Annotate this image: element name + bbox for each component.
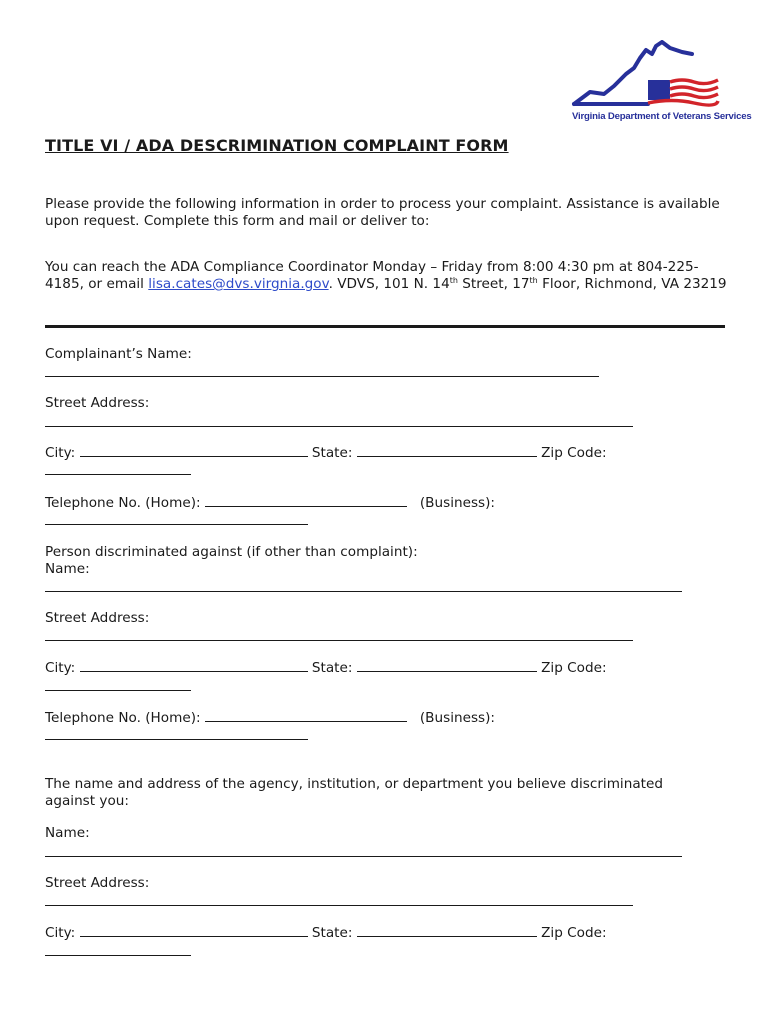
contact-address-part: . VDVS, 101 N. 14 — [328, 276, 450, 292]
person-business-phone-field[interactable] — [45, 739, 308, 740]
state-field[interactable] — [357, 444, 537, 457]
superscript-th-1: th — [449, 276, 458, 285]
section-divider — [45, 325, 725, 328]
person-zip-code-field[interactable] — [45, 690, 191, 691]
person-state-field[interactable] — [357, 659, 537, 672]
street-address-label: Street Address: — [45, 395, 150, 411]
person-name-label: Name: — [45, 561, 90, 577]
intro-paragraph: Please provide the following information in order to process your complaint. Assistance is available upon request. Complete this form and mail or deliver to: — [45, 196, 720, 229]
agency-question: The name and address of the agency, institution, or department you believe discriminated against you: — [45, 776, 663, 809]
agency-zip-label: Zip Code: — [541, 925, 607, 941]
telephone-home-field[interactable] — [205, 494, 407, 507]
agency-state-field[interactable] — [357, 924, 537, 937]
person-city-field[interactable] — [80, 659, 308, 672]
agency-city-row — [45, 924, 607, 942]
zip-code-field[interactable] — [45, 474, 191, 475]
form-title: TITLE VI / ADA DESCRIMINATION COMPLAINT FORM — [45, 136, 509, 155]
telephone-row — [45, 494, 495, 512]
contact-paragraph — [45, 259, 735, 293]
city-row — [45, 444, 607, 462]
agency-name-label: Name: — [45, 825, 90, 841]
complainant-name-label: Complainant’s Name: — [45, 346, 192, 362]
agency-city-label: City: — [45, 925, 76, 941]
vdvs-logo — [548, 40, 752, 128]
person-discriminated-label: Person discriminated against (if other than complaint): — [45, 544, 418, 560]
person-city-row — [45, 659, 607, 677]
person-telephone-row — [45, 709, 495, 727]
city-field[interactable] — [80, 444, 308, 457]
person-zip-label: Zip Code: — [541, 660, 607, 676]
person-name-field[interactable] — [45, 591, 682, 592]
agency-city-field[interactable] — [80, 924, 308, 937]
person-city-label: City: — [45, 660, 76, 676]
person-telephone-home-label: Telephone No. (Home): — [45, 710, 201, 726]
agency-street-address-field[interactable] — [45, 905, 633, 906]
agency-name-field[interactable] — [45, 856, 682, 857]
person-street-address-field[interactable] — [45, 640, 633, 641]
telephone-home-label: Telephone No. (Home): — [45, 495, 201, 511]
email-link[interactable]: lisa.cates@dvs.virgnia.gov — [148, 276, 329, 292]
agency-state-label: State: — [311, 925, 353, 941]
city-label: City: — [45, 445, 76, 461]
superscript-th-2: th — [529, 276, 538, 285]
person-state-label: State: — [311, 660, 353, 676]
contact-address-mid: Street, 17 — [457, 276, 530, 292]
complainant-name-field[interactable] — [45, 376, 599, 377]
person-street-address-label: Street Address: — [45, 610, 150, 626]
virginia-map-flag-icon — [548, 40, 728, 112]
zip-label: Zip Code: — [541, 445, 607, 461]
person-business-label: (Business): — [419, 710, 496, 726]
person-telephone-home-field[interactable] — [205, 709, 407, 722]
contact-address-suffix: Floor, Richmond, VA 23219 — [537, 276, 727, 292]
state-label: State: — [311, 445, 353, 461]
agency-zip-code-field[interactable] — [45, 955, 191, 956]
business-label: (Business): — [419, 495, 496, 511]
logo-organization-name: Virginia Department of Veterans Services — [572, 111, 752, 122]
business-phone-field[interactable] — [45, 524, 308, 525]
contact-text-prefix: You can reach the ADA Compliance Coordinator Monday – Friday from 8:00 4:30 pm at 804-225-4185, or email — [45, 259, 699, 292]
agency-street-address-label: Street Address: — [45, 875, 150, 891]
street-address-field[interactable] — [45, 426, 633, 427]
